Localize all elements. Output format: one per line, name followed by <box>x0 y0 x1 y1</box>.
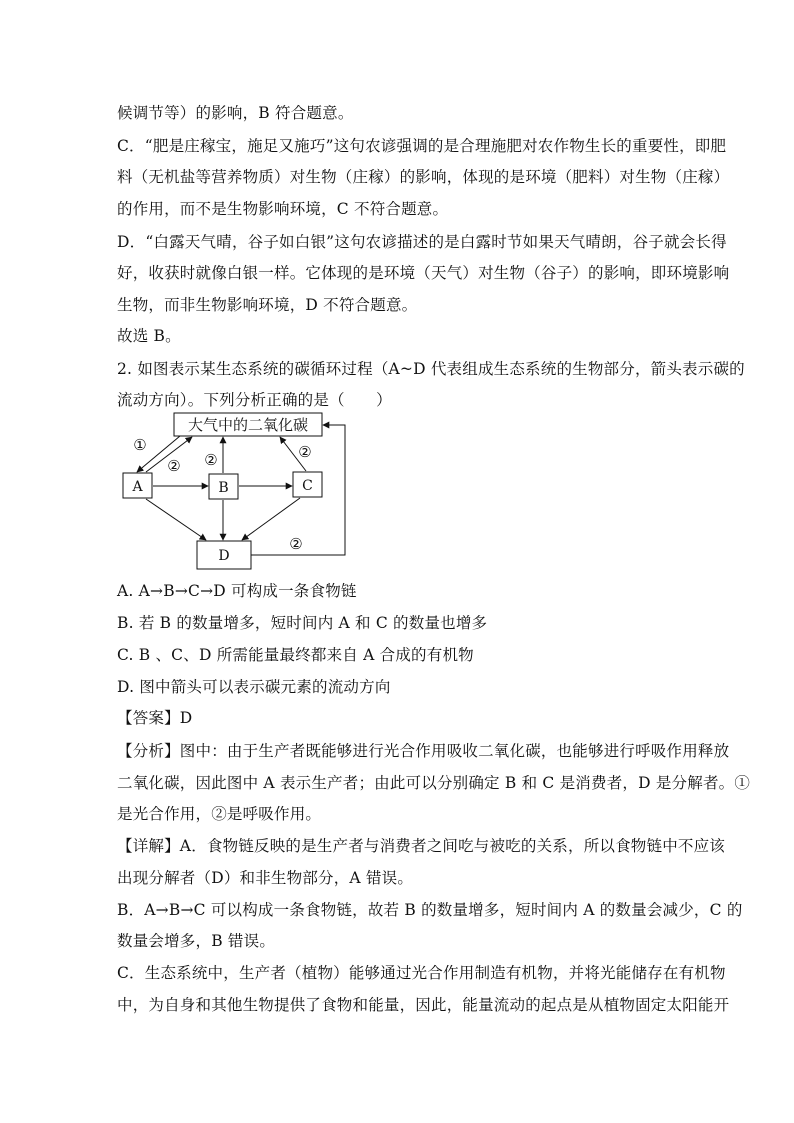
carbon-cycle-diagram <box>110 405 360 575</box>
text-line: C．“肥是庄稼宝，施足又施巧”这句农谚强调的是合理施肥对农作物生长的重要性，即肥 <box>117 137 727 155</box>
text-line: 故选 B。 <box>117 327 181 345</box>
marker-respiration-d: ② <box>289 535 303 553</box>
node-b-label: B <box>218 480 229 496</box>
text-line: 好，收获时就像白银一样。它体现的是环境（天气）对生物（谷子）的影响，即环境影响 <box>117 264 730 282</box>
question-stem: 2. 如图表示某生态系统的碳循环过程（A~D 代表组成生态系统的生物部分，箭头表示碳的 <box>117 360 745 378</box>
option-d: D. 图中箭头可以表示碳元素的流动方向 <box>117 678 391 696</box>
option-c: C. B 、C、D 所需能量最终都来自 A 合成的有机物 <box>117 646 474 664</box>
explanation-line: B．A→B→C 可以构成一条食物链，故若 B 的数量增多，短时间内 A 的数量会减少，C 的 <box>117 901 743 919</box>
text-line: 生物，而非生物影响环境，D 不符合题意。 <box>117 296 418 314</box>
option-b: B. 若 B 的数量增多，短时间内 A 和 C 的数量也增多 <box>117 614 488 632</box>
node-c-label: C <box>302 478 313 494</box>
explanation-line: 中，为自身和其他生物提供了食物和能量，因此，能量流动的起点是从植物固定太阳能开 <box>117 996 730 1014</box>
atmosphere-label: 大气中的二氧化碳 <box>187 416 309 434</box>
explanation-line: C．生态系统中，生产者（植物）能够通过光合作用制造有机物，并将光能储存在有机物 <box>117 964 726 982</box>
explanation-line: 数量会增多，B 错误。 <box>117 932 276 950</box>
text-line: 候调节等）的影响，B 符合题意。 <box>117 104 354 122</box>
option-a: A. A→B→C→D 可构成一条食物链 <box>117 582 357 600</box>
question-stem: 流动方向）。下列分析正确的是（ ） <box>117 391 392 409</box>
node-d-label: D <box>218 548 230 564</box>
marker-respiration-c: ② <box>298 443 312 461</box>
marker-photosynthesis: ① <box>133 436 147 454</box>
analysis-line: 是光合作用，②是呼吸作用。 <box>117 805 322 823</box>
arrow-a-to-d <box>146 499 206 540</box>
arrow-c-to-d <box>242 498 300 540</box>
explanation-line: 【详解】A．食物链反映的是生产者与消费者之间吃与被吃的关系，所以食物链中不应该 <box>117 837 725 855</box>
text-line: 的作用，而不是生物影响环境，C 不符合题意。 <box>117 200 449 218</box>
text-line: 料（无机盐等营养物质）对生物（庄稼）的影响，体现的是环境（肥料）对生物（庄稼） <box>117 168 730 186</box>
marker-respiration-a: ② <box>167 457 181 475</box>
text-line: D．“白露天气晴，谷子如白银”这句农谚描述的是白露时节如果天气晴朗，谷子就会长得 <box>117 233 727 251</box>
answer-line: 【答案】D <box>117 709 193 727</box>
marker-respiration-b: ② <box>204 451 218 469</box>
node-a-label: A <box>132 479 143 495</box>
analysis-line: 【分析】图中：由于生产者既能够进行光合作用吸收二氧化碳，也能够进行呼吸作用释放 <box>117 742 730 760</box>
analysis-line: 二氧化碳，因此图中 A 表示生产者；由此可以分别确定 B 和 C 是消费者，D 是分解者。① <box>117 774 751 792</box>
explanation-line: 出现分解者（D）和非生物部分，A 错误。 <box>117 869 414 887</box>
